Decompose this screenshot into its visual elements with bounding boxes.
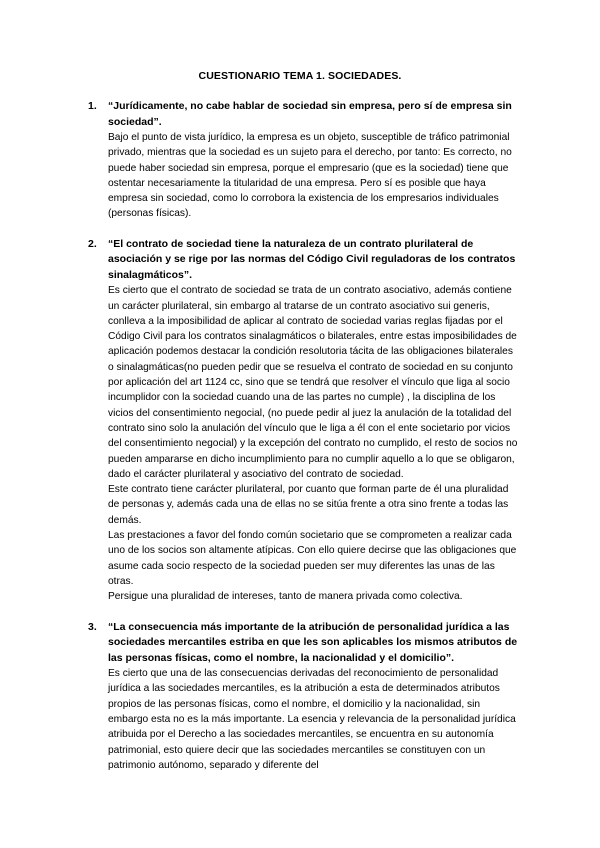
question-number: 1. bbox=[88, 100, 97, 112]
question-item-1 bbox=[88, 99, 518, 222]
question-number: 2. bbox=[88, 237, 97, 250]
answer-paragraph: Este contrato tiene carácter plurilateral, por cuanto que forman parte de él una pluralidad de personas y, además cada una de ellas no se sitúa frente a otra sino frente a todas las demás. bbox=[108, 484, 509, 526]
answer-paragraph: Persigue una pluralidad de intereses, tanto de manera privada como colectiva. bbox=[108, 591, 463, 603]
question-number: 3. bbox=[88, 620, 97, 633]
answer-paragraph: Bajo el punto de vista jurídico, la empresa es un objeto, susceptible de tráfico patrimonial privado, mientras que la sociedad es un sujeto para el derecho, por tanto: Es correcto, no puede haber sociedad sin empresa, porque el empresario (que es la sociedad) tiene que ostentar necesariamente la titularidad de una empresa. Pero sí es posible que haya empresa sin sociedad, como lo corrobora la existencia de los empresarios individuales (personas físicas). bbox=[108, 132, 512, 220]
question-statement: “El contrato de sociedad tiene la naturaleza de un contrato plurilateral de asociación y se rige por las normas del Código Civil reguladoras de los contratos sinalagmáticos”. bbox=[108, 237, 516, 281]
answer-paragraph: Es cierto que una de las consecuencias derivadas del reconocimiento de personalidad jurídica a las sociedades mercantiles, es la atribución a esta de determinados atributos propios de las personas físicas, como el nombre, el domicilio y la nacionalidad, sin embargo esta no es la más importante. La esencia y relevancia de la personalidad jurídica atribuida por el Derecho a las sociedades mercantiles, se encuentra en su autonomía patrimonial, esto quiere decir que las sociedades mercantiles se constituyen con un patrimonio autónomo, separado y diferente del bbox=[108, 668, 516, 771]
document-title: CUESTIONARIO TEMA 1. SOCIEDADES. bbox=[198, 70, 402, 82]
question-statement: “Jurídicamente, no cabe hablar de sociedad sin empresa, pero sí de empresa sin sociedad”. bbox=[108, 100, 512, 128]
answer-paragraph: Las prestaciones a favor del fondo común societario que se comprometen a realizar cada uno de los socios son altamente atípicas. Con ello quiere decirse que las obligaciones que asume cada socio respecto de la sociedad pueden ser muy diferentes las unas de las otras. bbox=[108, 530, 517, 587]
question-list bbox=[88, 99, 518, 788]
question-item-2 bbox=[88, 237, 518, 605]
question-item-3 bbox=[88, 620, 518, 774]
question-statement: “La consecuencia más importante de la atribución de personalidad jurídica a las sociedades mercantiles estriba en que les son aplicables los mismos atributos de las personas físicas, como el nombre, la nacionalidad y el domicilio”. bbox=[108, 620, 518, 664]
answer-paragraph: Es cierto que el contrato de sociedad se trata de un contrato asociativo, además contiene un carácter plurilateral, sin embargo al tratarse de un contrato asociativo sui generis, conlleva a la imposibilidad de aplicar al contrato de sociedad varias reglas fijadas por el Código Civil para los contratos sinalagmáticos o bilaterales, entre estas imposibilidades de aplicación podemos destacar la condición resolutoria tácita de las obligaciones bilaterales o sinalagmáticas(no pueden pedir que se resuelva el contrato de sociedad en su conjunto por aplicación del art 1124 cc, sino que se tendrá que resolver el vínculo que liga al socio incumplidor con la sociedad cuando una de las partes no cumple) , la disciplina de los vicios del consentimiento negocial, (no puede pedir al juez la anulación de la totalidad del contrato sino solo la anulación del vínculo que le liga a él con el ente societario por vicios del consentimiento negocial) y la excepción del contrato no cumplido, el resto de socios no pueden ampararse en dicho incumplimiento para no cumplir aquello a lo que se obligaron, dado el carácter plurilateral y asociativo del contrato de sociedad. bbox=[108, 285, 518, 480]
